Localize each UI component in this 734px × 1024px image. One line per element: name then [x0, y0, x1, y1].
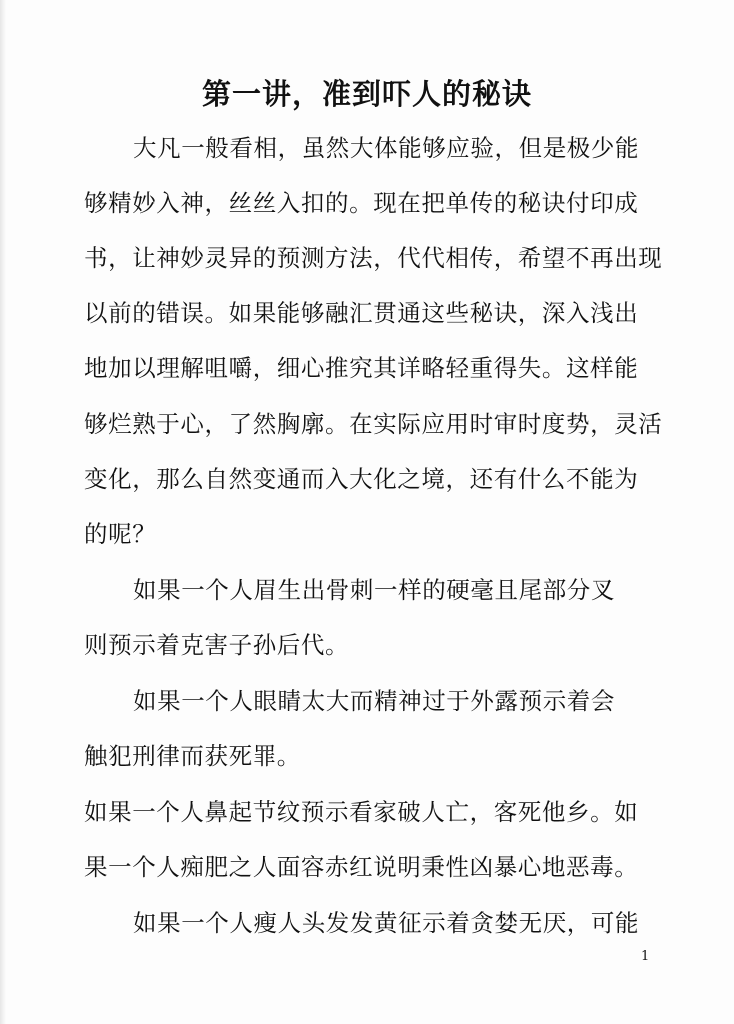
page-number: 1	[641, 949, 650, 964]
paragraph-line: 书，让神妙灵异的预测方法，代代相传，希望不再出现	[84, 244, 663, 272]
scan-edge-shadow	[0, 0, 6, 1024]
paragraph-line: 够烂熟于心，了然胸廓。在实际应用时审时度势，灵活	[84, 410, 663, 438]
paragraph-line: 变化，那么自然变通而入大化之境，还有什么不能为	[84, 465, 639, 493]
paragraph-line: 以前的错误。如果能够融汇贯通这些秘诀，深入浅出	[84, 299, 639, 327]
chapter-title: 第一讲，准到吓人的秘诀	[201, 77, 532, 111]
paragraph-line: 果一个人痴肥之人面容赤红说明秉性凶暴心地恶毒。	[84, 853, 639, 881]
paragraph-line: 大凡一般看相，虽然大体能够应验，但是极少能	[133, 134, 640, 162]
paragraph-line: 如果一个人瘦人头发发黄征示着贪婪无厌，可能	[133, 909, 640, 937]
paragraph-line: 如果一个人眉生出骨刺一样的硬毫且尾部分叉	[133, 576, 615, 604]
paragraph-line: 如果一个人眼睛太大而精神过于外露预示着会	[133, 687, 615, 715]
paragraph-line: 地加以理解咀嚼，细心推究其详略轻重得失。这样能	[84, 354, 639, 382]
paragraph-line: 则预示着克害子孙后代。	[84, 631, 350, 659]
paragraph-line: 够精妙入神，丝丝入扣的。现在把单传的秘诀付印成	[84, 189, 639, 217]
paragraph-line: 如果一个人鼻起节纹预示看家破人亡，客死他乡。如	[84, 798, 639, 826]
paragraph-line: 触犯刑律而获死罪。	[84, 742, 301, 770]
paragraph-line: 的呢？	[84, 520, 157, 548]
